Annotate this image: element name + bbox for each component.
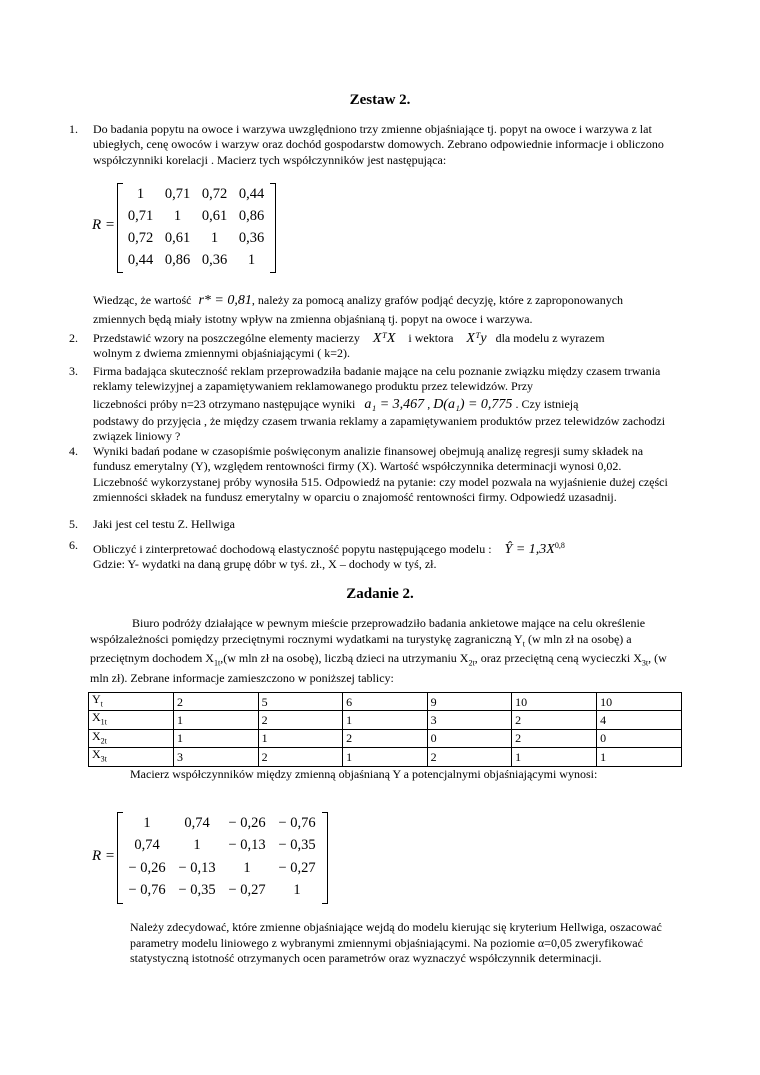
q3-text-a: Firma badająca skuteczność reklam przeprowadziła badanie mające na celu poznanie związku między czasem trwania reklamy telewizyjnej a zapamiętywaniem reklamowanego produktu przez telewidzów. Przy <box>93 364 661 394</box>
table-cell: 0 <box>597 729 682 747</box>
question-1 <box>69 122 673 168</box>
matrix-cell: 0,36 <box>201 251 228 268</box>
table-cell: 1 <box>174 711 259 729</box>
q6-text-b: Gdzie: Y- wydatki na daną grupę dóbr w tyś. zł., X – dochody w tyś, zł. <box>93 557 437 572</box>
q3-comma: , <box>427 397 431 411</box>
question-1-followup-line1 <box>93 293 623 308</box>
question-3 <box>69 364 673 395</box>
q2-text-b: i wektora <box>408 331 454 345</box>
table-row <box>89 729 682 747</box>
zadanie-title: Zadanie 2. <box>346 586 414 602</box>
matrix-cell: 0,74 <box>184 814 210 831</box>
matrix-cell: 0,61 <box>201 207 228 224</box>
followup-text-b: , należy za pomocą analizy grafów podjąć decyzję, które z zaproponowanych <box>251 293 624 307</box>
question-3-continued: podstawy do przyjęcia , że między czasem trwania reklamy a zapamiętywaniem produktów przez telewidzów zachodzi związek liniowy ? <box>93 414 666 444</box>
matrix-cell: 0,74 <box>134 837 160 854</box>
matrix-cell: 1 <box>293 882 301 899</box>
matrix-cell: − 0,76 <box>278 814 316 831</box>
table-cell: 6 <box>343 693 428 711</box>
table-cell: 3 <box>427 711 512 729</box>
table-cell: 10 <box>512 693 597 711</box>
table-cell: 4 <box>597 711 682 729</box>
q2-text-a: Przedstawić wzory na poszczególne elementy macierzy <box>93 331 360 345</box>
data-table <box>88 692 682 767</box>
matrix-cell: − 0,27 <box>228 882 266 899</box>
table-cell: 0 <box>427 729 512 747</box>
matrix-1-right-bracket <box>270 183 276 273</box>
matrix-cell: − 0,76 <box>128 882 166 899</box>
matrix-2-caption: Macierz współczynników między zmienną objaśnianą Y a potencjalnymi objaśniającymi wynosi: <box>130 767 598 781</box>
q2-text-c: dla modelu z wyrazem <box>495 331 605 345</box>
question-number: 5. <box>69 517 78 531</box>
question-5 <box>69 517 673 532</box>
matrix-cell: − 0,27 <box>278 859 316 876</box>
zestaw-title: Zestaw 2. <box>349 92 411 108</box>
matrix-row <box>122 227 270 249</box>
question-text: Wyniki badań podane w czasopiśmie poświęconym analizie finansowej obejmują analizę regresji sumy składek na fundusz emerytalny (Y), względem rentowności firmy (X). Wartość współczynnika determinacji wynosi 0,02. Liczebność wykorzystanej próby wynosiła 515. Odpowiedź na pytanie: czy model pozwala na wyjaśnienie dużej części zmienności składek na fundusz emerytalny w oparciu o znajomość rentowności firmy. Odpowiedź uzasadnij. <box>93 444 668 504</box>
table-cell: 2 <box>343 729 428 747</box>
elasticity-model-formula: Ŷ = 1,3X <box>504 542 555 557</box>
da1-formula: D(a₁) = 0,775 <box>433 397 513 412</box>
question-3-line3 <box>93 397 578 412</box>
matrix-2-right-bracket <box>322 812 328 904</box>
question-6 <box>69 538 673 573</box>
question-number: 4. <box>69 444 78 458</box>
matrix-cell: − 0,13 <box>228 837 266 854</box>
table-row-label: $X_{2t}$ <box>89 729 174 747</box>
question-number: 2. <box>69 331 78 345</box>
matrix-cell: 0,72 <box>127 229 154 246</box>
table-cell: 1 <box>343 748 428 766</box>
matrix-2-label: R = <box>92 848 116 864</box>
q2-text-d: wolnym z dwiema zmiennymi objaśniającymi ( k=2). <box>93 346 351 361</box>
xtx-formula: XᵀX <box>372 331 396 346</box>
matrix-cell: 0,71 <box>127 207 154 224</box>
zadanie-closing: Należy zdecydować, które zmienne objaśniające wejdą do modelu kierując się kryterium Hellwiga, oszacować parametry modelu liniowego z wybranymi zmiennymi objaśniającymi. Na poziomie α=0,05 zweryfikować statystyczną istotność otrzymanych ocen parametrów oraz wyznaczyć współczynnik determinacji. <box>130 920 662 965</box>
rstar-formula: r* = 0,81 <box>198 293 252 308</box>
table-cell: 2 <box>258 748 343 766</box>
matrix-cell: − 0,35 <box>278 837 316 854</box>
table-cell: 2 <box>427 748 512 766</box>
question-text: Do badania popytu na owoce i warzywa uwzględniono trzy zmienne objaśniające tj. popyt na owoce i warzywa z lat ubiegłych, cenę owoców i warzyw oraz dochód gospodarstw domowych. Zebrano odpowiednie informacje i obliczono współczynniki korelacji . Macierz tych współczynników jest następująca: <box>93 122 664 167</box>
matrix-row <box>122 812 322 835</box>
table-cell: 1 <box>512 748 597 766</box>
q3-text-c: . Czy istnieją <box>515 397 579 411</box>
matrix-cell: − 0,13 <box>178 859 216 876</box>
xty-formula: Xᵀy <box>466 331 487 346</box>
matrix-2 <box>122 812 322 902</box>
table-cell: 9 <box>427 693 512 711</box>
matrix-cell: 1 <box>247 251 256 268</box>
question-text: Jaki jest cel testu Z. Hellwiga <box>93 517 235 531</box>
matrix-row <box>122 183 270 205</box>
question-number: 3. <box>69 364 78 378</box>
table-row <box>89 711 682 729</box>
question-number: 6. <box>69 538 78 552</box>
table-cell: 1 <box>174 729 259 747</box>
table-row-label: $Y_t$ <box>89 693 174 711</box>
matrix-cell: 1 <box>173 207 182 224</box>
a1-formula: a₁ = 3,467 <box>364 397 425 412</box>
matrix-cell: 0,44 <box>238 185 265 202</box>
matrix-cell: 0,61 <box>164 229 191 246</box>
table-cell: 3 <box>174 748 259 766</box>
matrix-cell: 0,72 <box>201 185 228 202</box>
matrix-cell: 1 <box>243 859 251 876</box>
question-number: 1. <box>69 122 78 136</box>
table-cell: 2 <box>258 711 343 729</box>
matrix-1-label: R = <box>92 217 116 233</box>
matrix-cell: 1 <box>210 229 219 246</box>
model-exponent: 0,8 <box>554 541 565 550</box>
zadanie-intro: Biuro podróży działające w pewnym mieście przeprowadziło badania ankietowe mające na celu określenie współzależności pomiędzy przeciętnymi rocznymi wydatkami na turystykę zagraniczną $Y_t$ (w mln zł na osobę) a przeciętnym dochodem $X_{1t},(w$ mln zł na osobę), liczbą dzieci na utrzymaniu $X_{2t}$, oraz przeciętną ceną wycieczki $X_{3t}$, (w mln zł). Zebrane informacje zamieszczono w poniższej tablicy: <box>90 616 667 686</box>
matrix-1 <box>122 183 270 271</box>
followup-text-a: Wiedząc, że wartość <box>93 293 192 307</box>
table-row-label: $X_{3t}$ <box>89 748 174 766</box>
table-row <box>89 748 682 766</box>
matrix-row <box>122 857 322 880</box>
matrix-cell: 0,86 <box>238 207 265 224</box>
matrix-cell: 1 <box>136 185 145 202</box>
table-row-label: $X_{1t}$ <box>89 711 174 729</box>
matrix-cell: 1 <box>193 837 201 854</box>
matrix-cell: 0,86 <box>164 251 191 268</box>
matrix-cell: − 0,35 <box>178 882 216 899</box>
matrix-cell: 0,71 <box>164 185 191 202</box>
question-1-followup-line2: zmiennych będą miały istotny wpływ na zmienna objaśnianą tj. popyt na owoce i warzywa. <box>93 312 533 326</box>
table-cell: 2 <box>174 693 259 711</box>
matrix-cell: 0,44 <box>127 251 154 268</box>
table-cell: 1 <box>258 729 343 747</box>
table-cell: 5 <box>258 693 343 711</box>
q3-text-b: liczebności próby n=23 otrzymano następujące wyniki <box>93 397 356 411</box>
matrix-cell: − 0,26 <box>128 859 166 876</box>
matrix-cell: 1 <box>143 814 151 831</box>
question-2 <box>69 331 673 362</box>
question-4 <box>69 444 673 505</box>
matrix-row <box>122 249 270 271</box>
matrix-row <box>122 835 322 858</box>
q6-text-a: Obliczyć i zinterpretować dochodową elastyczność popytu następującego modelu : <box>93 542 492 556</box>
matrix-cell: − 0,26 <box>228 814 266 831</box>
table-row <box>89 693 682 711</box>
table-cell: 1 <box>597 748 682 766</box>
table-cell: 2 <box>512 711 597 729</box>
table-cell: 10 <box>597 693 682 711</box>
matrix-cell: 0,36 <box>238 229 265 246</box>
matrix-row <box>122 205 270 227</box>
matrix-row <box>122 880 322 903</box>
table-cell: 2 <box>512 729 597 747</box>
table-cell: 1 <box>343 711 428 729</box>
